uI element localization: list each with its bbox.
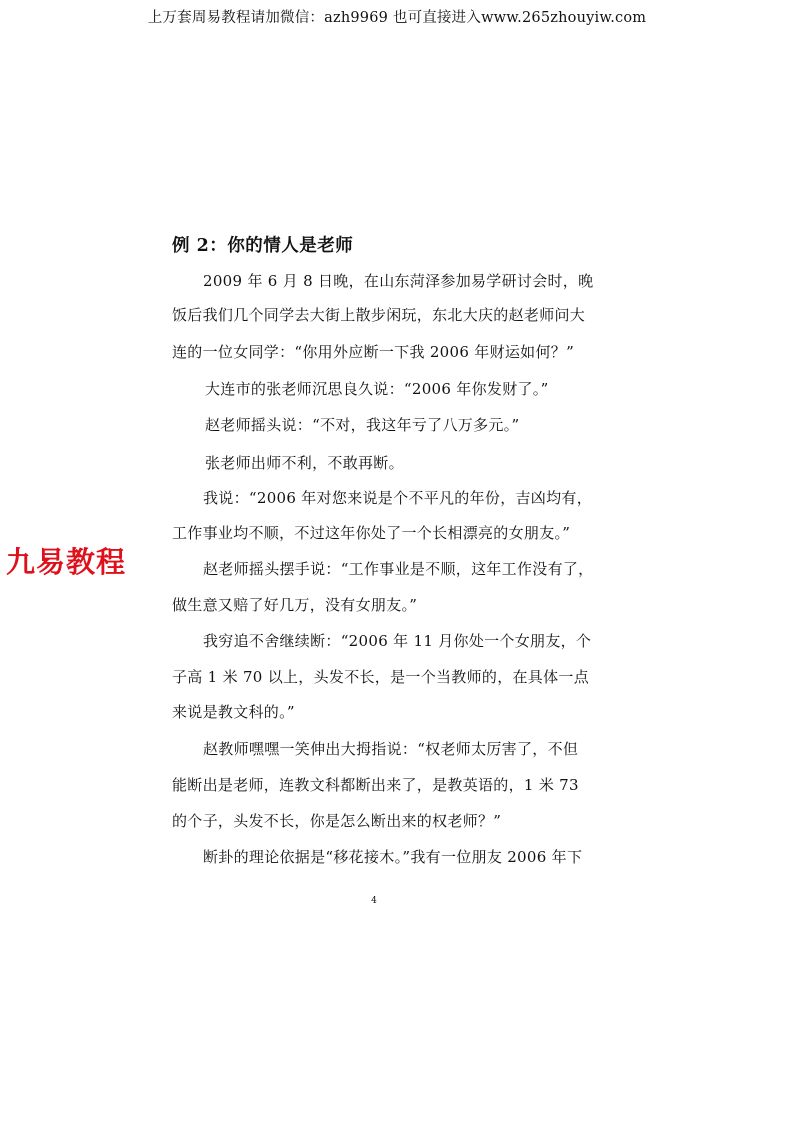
body-line: 断卦的理论依据是“移花接木。”我有一位朋友 2006 年下 — [203, 848, 583, 866]
body-line: 连的一位女同学：“你用外应断一下我 2006 年财运如何？” — [172, 343, 575, 361]
body-line: 张老师出师不利，不敢再断。 — [205, 454, 404, 472]
article-title: 例 2：你的情人是老师 — [172, 236, 354, 256]
page-number: 4 — [371, 896, 377, 906]
body-line: 大连市的张老师沉思良久说：“2006 年你发财了。” — [205, 380, 549, 398]
body-line: 能断出是老师，连教文科都断出来了，是教英语的，1 米 73 — [172, 776, 579, 794]
body-line: 做生意又赔了好几万，没有女朋友。” — [172, 596, 418, 614]
body-line: 赵老师摇头说：“不对，我这年亏了八万多元。” — [205, 416, 520, 434]
body-line: 来说是教文科的。” — [172, 703, 295, 721]
body-line: 赵教师嘿嘿一笑伸出大拇指说：“权老师太厉害了，不但 — [203, 740, 579, 758]
body-line: 工作事业均不顺，不过这年你处了一个长相漂亮的女朋友。” — [172, 524, 571, 542]
body-line: 我穷追不舍继续断：“2006 年 11 月你处一个女朋友，个 — [203, 632, 592, 650]
body-line: 我说：“2006 年对您来说是个不平凡的年份，吉凶均有， — [203, 489, 593, 507]
body-line: 饭后我们几个同学去大街上散步闲玩，东北大庆的赵老师问大 — [172, 306, 586, 324]
body-line: 的个子，头发不长，你是怎么断出来的权老师？” — [172, 812, 502, 830]
body-line: 2009 年 6 月 8 日晚，在山东菏泽参加易学研讨会时，晚 — [203, 272, 594, 290]
body-line: 赵老师摇头摆手说：“工作事业是不顺，这年工作没有了， — [203, 560, 594, 578]
body-line: 子高 1 米 70 以上，头发不长，是一个当教师的，在具体一点 — [172, 668, 590, 686]
watermark-logo: 九易教程 — [6, 545, 127, 579]
page-header: 上万套周易教程请加微信：azh9969 也可直接进入www.265zhouyiw.com — [147, 10, 647, 26]
